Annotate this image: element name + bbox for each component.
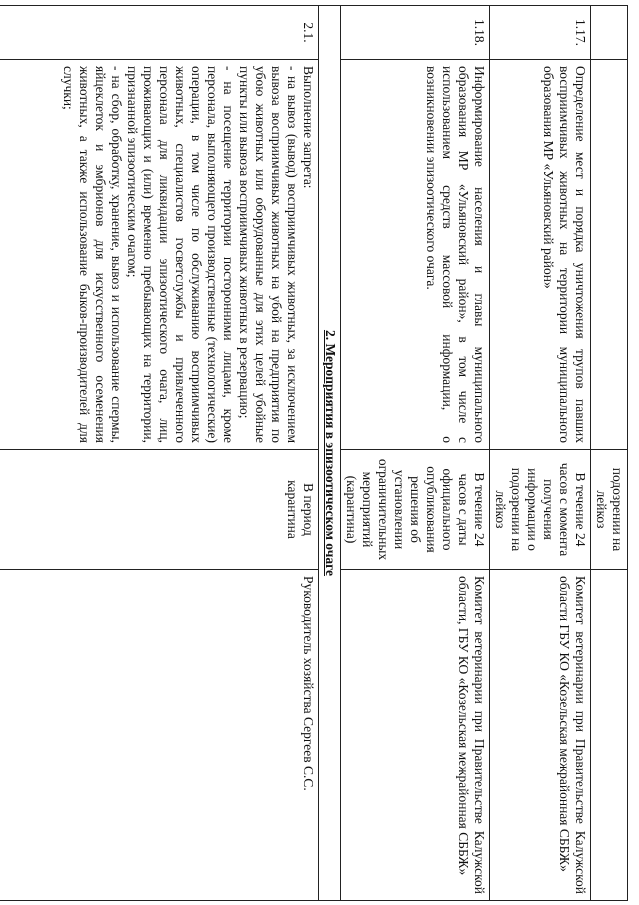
timing-cell: подозрении на лейкоз — [591, 450, 628, 570]
table-row — [341, 6, 490, 901]
row-number-cell: 2.1. — [0, 6, 319, 60]
responsible-cell: Руководитель хозяйства Сергеев С.С. — [0, 570, 319, 901]
section-header-row — [319, 6, 341, 901]
action-cell: Информирование населения и главы муниципального образования МР «Ульяновский район», в том числе с использованием средств массовой информации, о возникновении эпизоотического очага. — [341, 60, 490, 450]
row-number-cell: 1.18. — [341, 6, 490, 60]
paragraph: Выполнение запрета: — [301, 66, 316, 189]
timing-cell: В течение 24 часов с даты официального опубликования решения об установлении ограничительных мероприятий (карантина) — [341, 450, 490, 570]
row-number-cell — [591, 6, 628, 60]
row-number-cell: 1.17. — [490, 6, 591, 60]
measures-table — [0, 5, 628, 901]
table-row — [490, 6, 591, 901]
timing-cell: В период карантина — [0, 450, 319, 570]
paragraph: - на посещение территории посторонними лицами, кроме персонала, выполняющего производственные (технологические) операции, в том числе по обслуживанию восприимчивых животных, специалистов госветслужбы и привлеченного персонала для ликвидации эпизоотического очага, лиц, проживающих и (или) временно пребывающих на территории, признанной эпизоотическим очагом; — [125, 66, 236, 443]
section-title: 2. Мероприятия в эпизоотическом очаге — [319, 6, 341, 901]
timing-cell: В течение 24 часов с момента получения информации о подозрении на лейкоз — [490, 450, 591, 570]
paragraph: - на вывоз (вывод) восприимчивых животных, за исключением вывоза восприимчивых животных на убой на предприятия по убою животных или оборудованные для этих целей убойные пункты или вывоза восприимчивых животных в резервацию; — [237, 66, 300, 443]
responsible-cell — [591, 570, 628, 901]
action-cell: Определение мест и порядка уничтожения трупов павших восприимчивых животных на территории муниципального образования МР «Ульяновский район» — [490, 60, 591, 450]
rotated-table-container — [16, 5, 628, 900]
responsible-cell: Комитет ветеринарии при Правительстве Калужской области ГБУ КО «Козельская межрайонная СББЖ» — [490, 570, 591, 901]
paragraph: - на сбор, обработку, хранение, вывоз и использование спермы, яйцеклеток и эмбрионов для искусственного осеменения животных, а также использование быков-производителей для случки; — [61, 66, 124, 443]
table-row — [591, 6, 628, 901]
action-cell — [0, 60, 319, 450]
action-cell — [591, 60, 628, 450]
responsible-cell: Комитет ветеринарии при Правительстве Калужской области, ГБУ КО «Козельская межрайонная СББЖ» — [341, 570, 490, 901]
table-row — [0, 6, 319, 901]
